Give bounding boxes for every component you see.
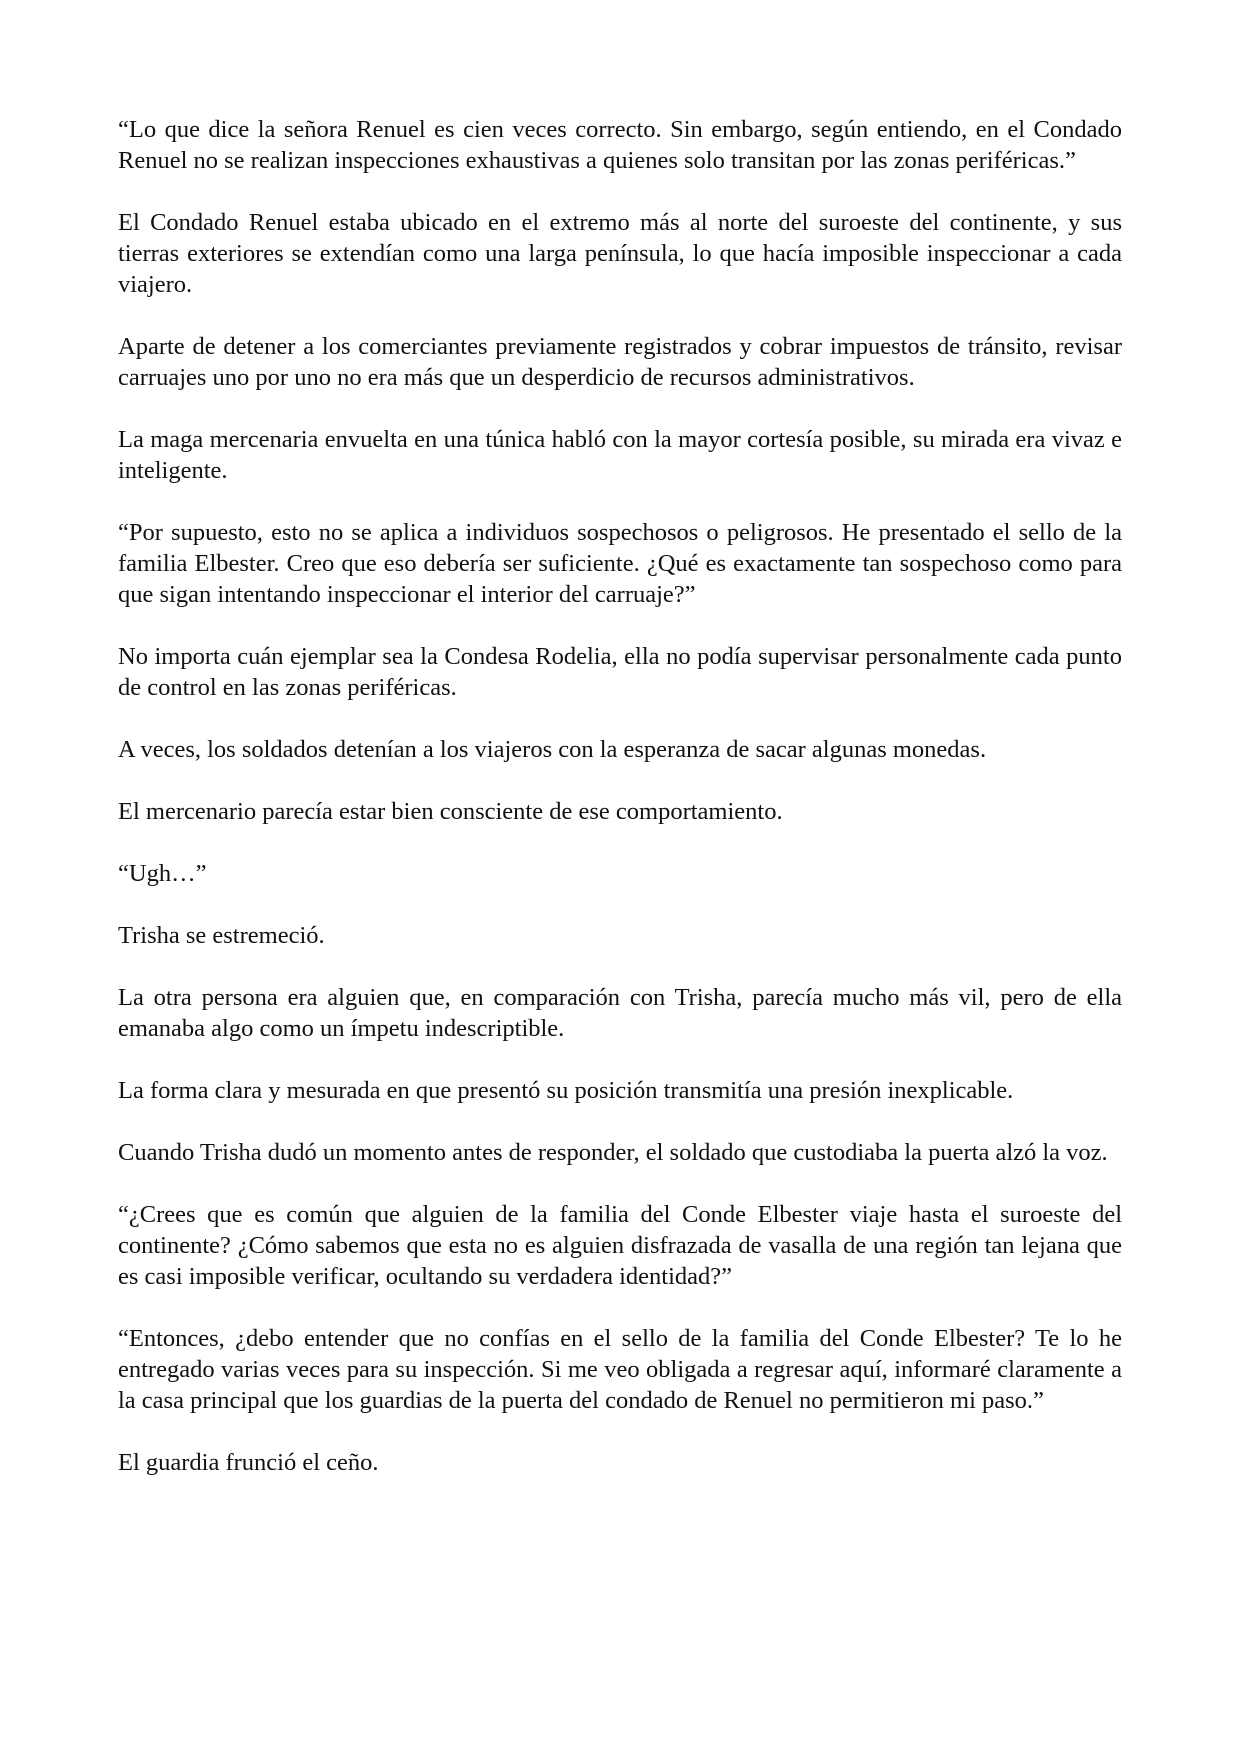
paragraph-6: No importa cuán ejemplar sea la Condesa Rodelia, ella no podía supervisar personalmente cada punto de control en las zonas periféricas. [118, 643, 1122, 701]
paragraph-12: La forma clara y mesurada en que presentó su posición transmitía una presión inexplicable. [118, 1077, 1014, 1104]
paragraph-16: El guardia frunció el ceño. [118, 1449, 379, 1476]
document-body [118, 114, 1122, 1509]
paragraph-1: “Lo que dice la señora Renuel es cien veces correcto. Sin embargo, según entiendo, en el Condado Renuel no se realizan inspecciones exhaustivas a quienes solo transitan por las zonas periféricas.” [118, 116, 1122, 174]
paragraph-5: “Por supuesto, esto no se aplica a individuos sospechosos o peligrosos. He presentado el sello de la familia Elbester. Creo que eso debería ser suficiente. ¿Qué es exactamente tan sospechoso como para que sigan intentando inspeccionar el interior del carruaje?” [118, 519, 1122, 608]
paragraph-13: Cuando Trisha dudó un momento antes de responder, el soldado que custodiaba la puerta alzó la voz. [118, 1139, 1108, 1166]
paragraph-11: La otra persona era alguien que, en comparación con Trisha, parecía mucho más vil, pero de ella emanaba algo como un ímpetu indescriptible. [118, 984, 1122, 1042]
paragraph-10: Trisha se estremeció. [118, 922, 325, 949]
paragraph-15: “Entonces, ¿debo entender que no confías en el sello de la familia del Conde Elbester? Te lo he entregado varias veces para su inspección. Si me veo obligada a regresar aquí, informaré claramente a la casa principal que los guardias de la puerta del condado de Renuel no permitieron mi paso.” [118, 1325, 1122, 1414]
paragraph-14: “¿Crees que es común que alguien de la familia del Conde Elbester viaje hasta el suroeste del continente? ¿Cómo sabemos que esta no es alguien disfrazada de vasalla de una región tan lejana que es casi imposible verificar, ocultando su verdadera identidad?” [118, 1201, 1122, 1290]
paragraph-9: “Ugh…” [118, 860, 207, 887]
paragraph-4: La maga mercenaria envuelta en una túnica habló con la mayor cortesía posible, su mirada era vivaz e inteligente. [118, 426, 1122, 484]
paragraph-2: El Condado Renuel estaba ubicado en el extremo más al norte del suroeste del continente, y sus tierras exteriores se extendían como una larga península, lo que hacía imposible inspeccionar a cada viajero. [118, 209, 1122, 298]
paragraph-7: A veces, los soldados detenían a los viajeros con la esperanza de sacar algunas monedas. [118, 736, 987, 763]
paragraph-8: El mercenario parecía estar bien consciente de ese comportamiento. [118, 798, 783, 825]
paragraph-3: Aparte de detener a los comerciantes previamente registrados y cobrar impuestos de tránsito, revisar carruajes uno por uno no era más que un desperdicio de recursos administrativos. [118, 333, 1122, 391]
